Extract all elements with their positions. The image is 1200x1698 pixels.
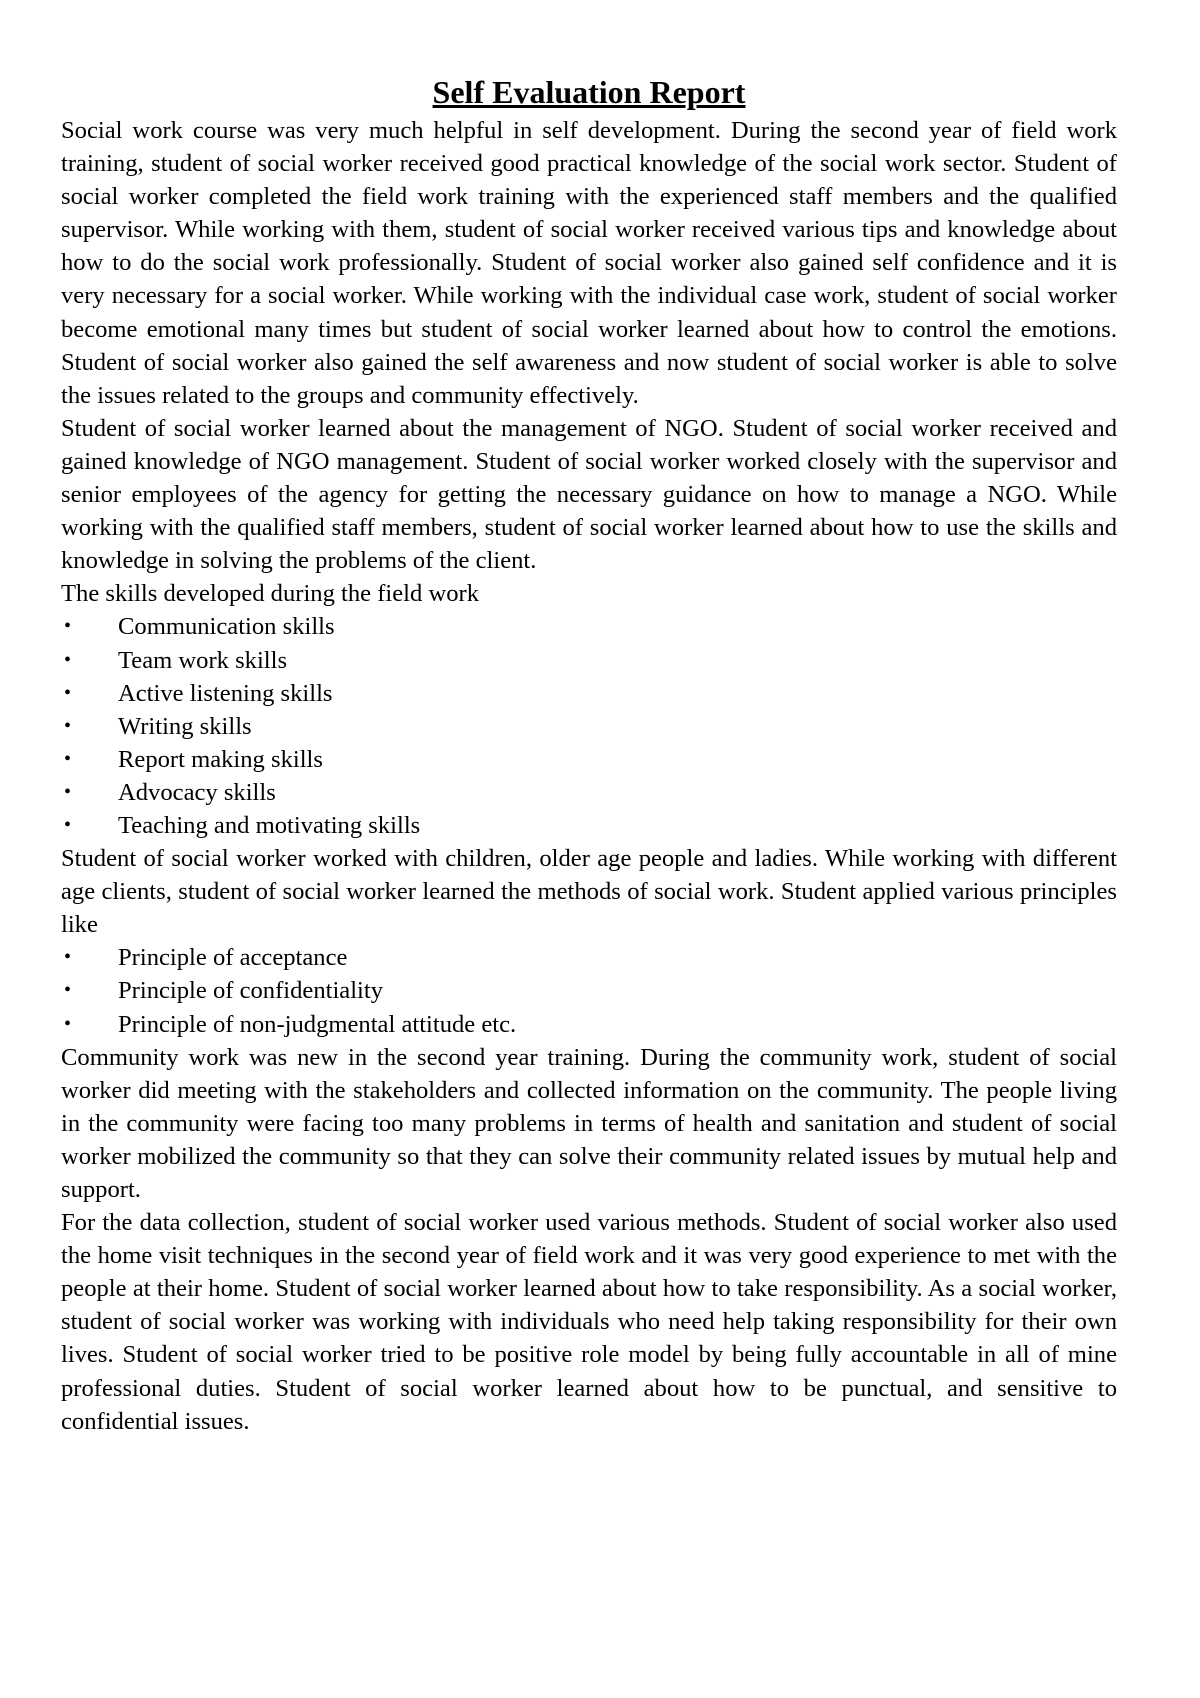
bullet-icon: • — [64, 615, 72, 638]
list-item: • Team work skills — [61, 644, 1117, 677]
bullet-icon: • — [64, 979, 72, 1002]
bullet-icon: • — [64, 714, 72, 737]
principles-list — [61, 941, 1117, 1040]
bullet-icon: • — [64, 780, 72, 803]
skills-list — [61, 610, 1117, 842]
bullet-icon: • — [64, 681, 72, 704]
list-item: • Communication skills — [61, 610, 1117, 643]
paragraph-data-collection: For the data collection, student of social worker used various methods. Student of social worker also used the home visit techniques in the second year of field work and it was very good experience to met with the people at their home. Student of social worker learned about how to take responsibility. As a social worker, student of social worker was working with individuals who need help taking responsibility for their own lives. Student of social worker tried to be positive role model by being fully accountable in all of mine professional duties. Student of social worker learned about how to be punctual, and sensitive to confidential issues. — [61, 1209, 1117, 1435]
list-item: • Principle of acceptance — [61, 941, 1117, 974]
bullet-icon: • — [64, 747, 72, 770]
paragraph-ngo-management: Student of social worker learned about the management of NGO. Student of social worker received and gained knowledge of NGO management. Student of social worker worked closely with the supervisor and senior employees of the agency for getting the necessary guidance on how to manage a NGO. While working with the qualified staff members, student of social worker learned about how to use the skills and knowledge in solving the problems of the client. — [61, 414, 1117, 575]
list-item: • Principle of confidentiality — [61, 974, 1117, 1007]
bullet-icon: • — [64, 648, 72, 671]
list-item: • Principle of non-judgmental attitude etc. — [61, 1008, 1117, 1041]
list-item: • Teaching and motivating skills — [61, 809, 1117, 842]
skills-intro: The skills developed during the field work — [61, 580, 479, 608]
bullet-icon: • — [64, 1012, 72, 1035]
list-item: • Advocacy skills — [61, 776, 1117, 809]
document-title: Self Evaluation Report — [432, 74, 746, 110]
document-page — [61, 72, 1117, 1438]
paragraph-principles-intro: Student of social worker worked with children, older age people and ladies. While working with different age clients, student of social worker learned the methods of social work. Student applied various principles like — [61, 845, 1117, 939]
bullet-icon: • — [64, 946, 72, 969]
bullet-icon: • — [64, 813, 72, 836]
paragraph-course-overview: Social work course was very much helpful in self development. During the second year of field work training, student of social worker received good practical knowledge of the social work sector. Student of social worker completed the field work training with the experienced staff members and the qualified supervisor. While working with them, student of social worker received various tips and knowledge about how to do the social work professionally. Student of social worker also gained self confidence and it is very necessary for a social worker. While working with the individual case work, student of social worker become emotional many times but student of social worker learned about how to control the emotions. Student of social worker also gained the self awareness and now student of social worker is able to solve the issues related to the groups and community effectively. — [61, 117, 1117, 409]
paragraph-community-work: Community work was new in the second year training. During the community work, student of social worker did meeting with the stakeholders and collected information on the community. The people living in the community were facing too many problems in terms of health and sanitation and student of social worker mobilized the community so that they can solve their community related issues by mutual help and support. — [61, 1043, 1117, 1203]
list-item: • Report making skills — [61, 743, 1117, 776]
list-item: • Active listening skills — [61, 677, 1117, 710]
list-item: • Writing skills — [61, 710, 1117, 743]
